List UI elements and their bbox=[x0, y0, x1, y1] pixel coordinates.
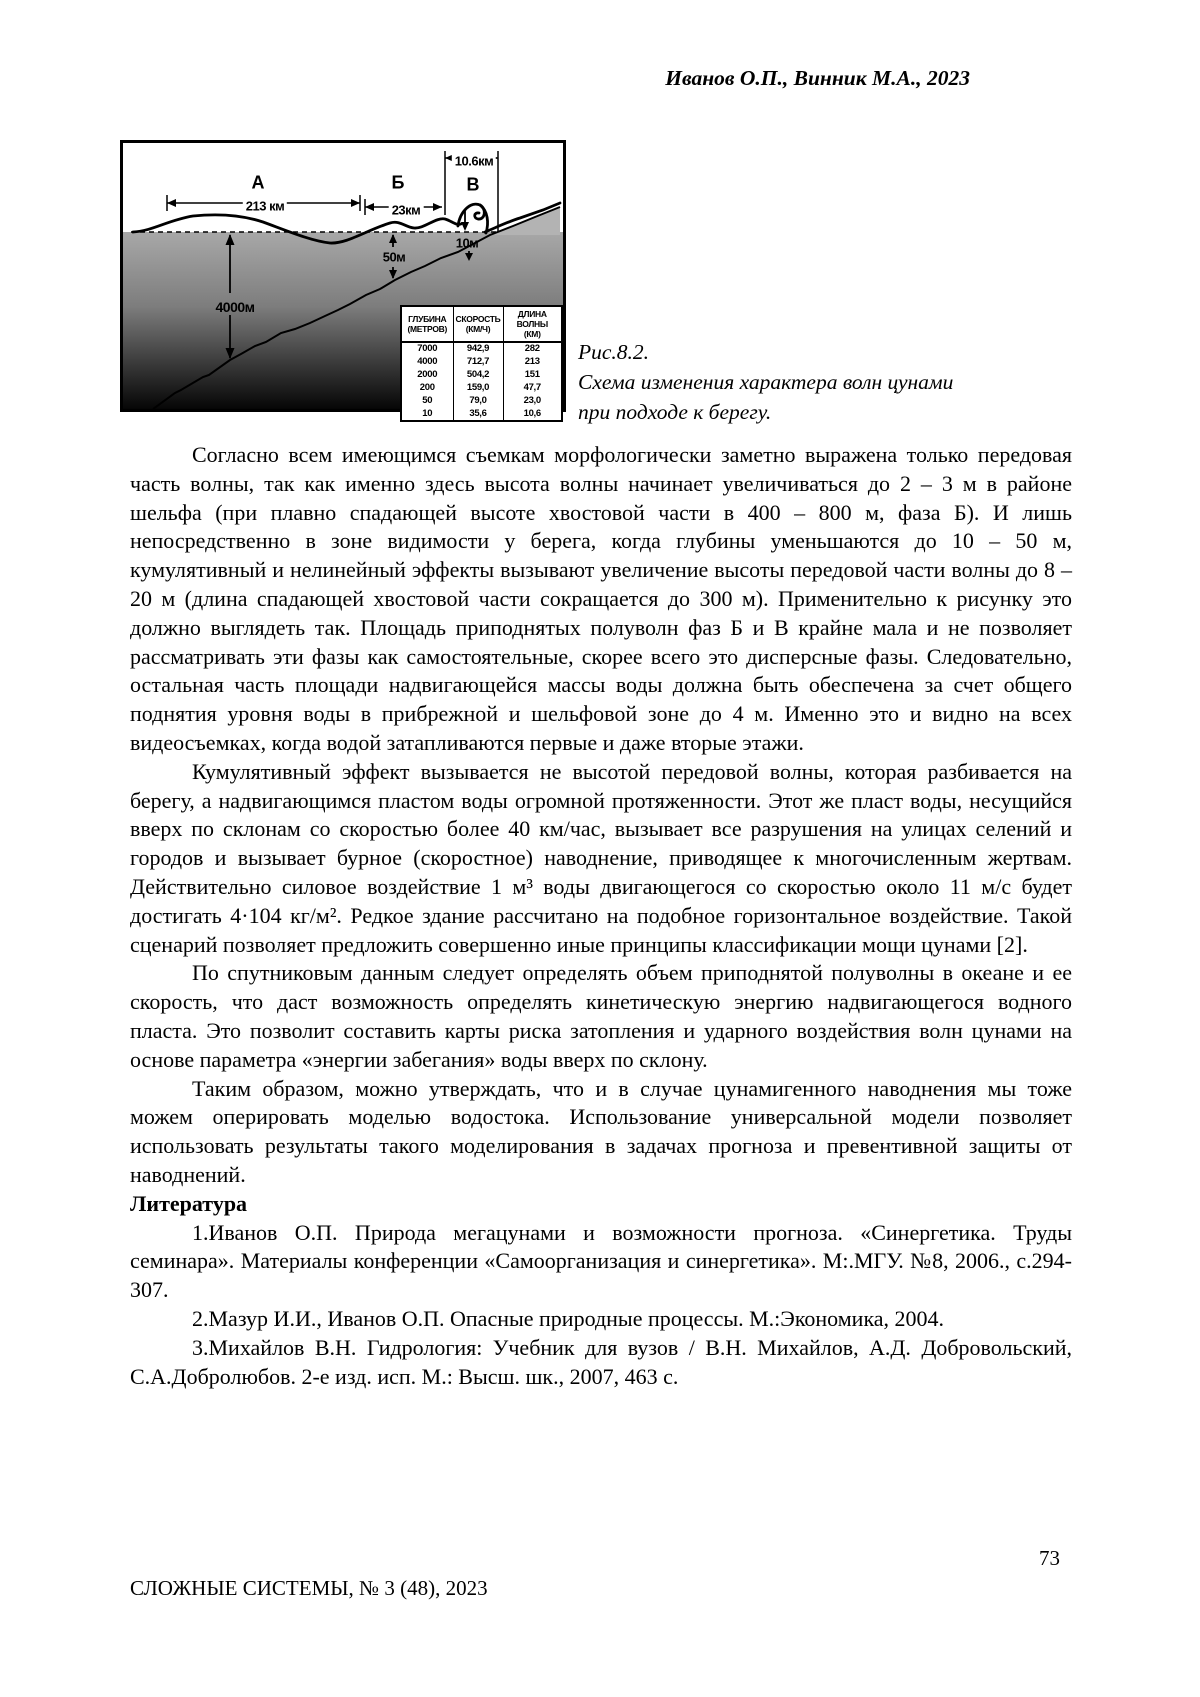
page-number: 73 bbox=[1039, 1546, 1060, 1570]
zone-c-label: В bbox=[466, 174, 480, 195]
paragraph-3: По спутниковым данным следует определять объем приподнятой полуволны в океане и ее скорость, что даст возможность определять кинетическую энергию надвигающегося водного пласта. Это позволит составить карты риска затопления и ударного воздействия волн цунами на основе параметра «энергии забегания» воды вверх по склону. bbox=[130, 960, 1072, 1072]
cell-wavelength: 47,7 bbox=[503, 382, 562, 395]
tsunami-diagram-figure bbox=[120, 140, 566, 419]
cell-wavelength: 282 bbox=[503, 342, 562, 356]
reference-item-3: 3.Михайлов В.Н. Гидрология: Учебник для вузов / В.Н. Михайлов, А.Д. Добровольский, С.А.Добролюбов. 2-е изд. исп. М.: Высш. шк., 2007, 463 с. bbox=[130, 1334, 1072, 1389]
table-row bbox=[401, 356, 562, 369]
zone-a-label: А bbox=[251, 172, 265, 193]
table-header-row bbox=[401, 306, 562, 342]
column-header-wavelength: ДЛИНА ВОЛНЫ (КМ) bbox=[503, 306, 562, 342]
depth-50m-label: 50м bbox=[382, 249, 406, 265]
cell-speed: 79,0 bbox=[453, 395, 503, 408]
depth-10m-label: 10м bbox=[455, 235, 479, 251]
table-row bbox=[401, 369, 562, 382]
references-heading: Литература bbox=[130, 1190, 248, 1216]
cell-wavelength: 213 bbox=[503, 356, 562, 369]
authors-header: Иванов О.П., Винник М.А., 2023 bbox=[665, 66, 970, 90]
paragraph-2: Кумулятивный эффект вызывается не высотой передовой волны, которая разбивается на берегу, а надвигающимся пластом воды огромной протяженности. Этот же пласт воды, несущийся вверх по склонам со скоростью более 40 км/час, вызывает все разрушения на улицах селений и городов и вызывает бурное (скоростное) наводнение, приводящее к многочисленным жертвам. Действительно силовое воздействие 1 м³ воды двигающегося со скоростью около 11 м/с будет достигать 4·104 кг/м². Редкое здание рассчитано на подобное горизонтальное воздействие. Такой сценарий позволяет предложить совершенно иные принципы классификации мощи цунами [2]. bbox=[130, 758, 1072, 957]
table-row bbox=[401, 382, 562, 395]
cell-depth: 50 bbox=[401, 395, 453, 408]
reference-item-2: 2.Мазур И.И., Иванов О.П. Опасные природные процессы. М.:Экономика, 2004. bbox=[192, 1305, 945, 1331]
table-row bbox=[401, 342, 562, 356]
cell-speed: 942,9 bbox=[453, 342, 503, 356]
paragraph-4: Таким образом, можно утверждать, что и в случае цунамигенного наводнения мы тоже можем оперировать моделью водостока. Использование универсальной модели позволяет использовать результаты такого моделирования в задачах прогноза и превентивной защиты от наводнений. bbox=[130, 1075, 1072, 1187]
cell-wavelength: 23,0 bbox=[503, 395, 562, 408]
cell-wavelength: 10,6 bbox=[503, 408, 562, 422]
column-header-depth: ГЛУБИНА (МЕТРОВ) bbox=[401, 306, 453, 342]
cell-depth: 4000 bbox=[401, 356, 453, 369]
cell-depth: 10 bbox=[401, 408, 453, 422]
cell-speed: 159,0 bbox=[453, 382, 503, 395]
cell-speed: 35,6 bbox=[453, 408, 503, 422]
figure-number: Рис.8.2. bbox=[578, 340, 650, 364]
cell-speed: 504,2 bbox=[453, 369, 503, 382]
cell-wavelength: 151 bbox=[503, 369, 562, 382]
table-row bbox=[401, 395, 562, 408]
wave-parameters-table bbox=[400, 305, 563, 422]
dimension-23km-label: 23км bbox=[389, 203, 424, 218]
column-header-speed: СКОРОСТЬ (КМ/Ч) bbox=[453, 306, 503, 342]
paragraph-1: Согласно всем имеющимся съемкам морфологически заметно выражена только передовая часть волны, так как именно здесь высота волны начинает увеличиваться до 2 – 3 м в районе шельфа (при плавно спадающей высоте хвостовой части в 400 – 800 м, фаза Б). И лишь непосредственно в зоне видимости у берега, когда глубины уменьшаются до 10 – 50 м, кумулятивный и нелинейный эффекты вызывают увеличение высоты передовой части волны до 8 – 20 м (длина спадающей хвостовой части сокращается до 300 м). Применительно к рисунку это должно выглядеть так. Площадь приподнятых полуволн фаз Б и В крайне мала и не позволяет рассматривать эти фазы как самостоятельные, скорее всего это дисперсные фазы. Следовательно, остальная часть площади надвигающейся массы воды должна быть обеспечена за счет общего поднятия уровня воды в прибрежной и шельфовой зоне до 4 м. Именно это и видно на всех видеосъемках, когда водой затапливаются первые и даже вторые этажи. bbox=[130, 442, 1072, 755]
dimension-213km-label: 213 км bbox=[243, 199, 287, 214]
reference-item-1: 1.Иванов О.П. Природа мегацунами и возможности прогноза. «Синергетика. Труды семинара». Материалы конференции «Самоорганизация и синергетика». М:.МГУ. №8, 2006., с.294-307. bbox=[130, 1219, 1072, 1303]
depth-4000m-label: 4000м bbox=[215, 299, 255, 315]
cell-speed: 712,7 bbox=[453, 356, 503, 369]
journal-footer: СЛОЖНЫЕ СИСТЕМЫ, № 3 (48), 2023 bbox=[130, 1576, 488, 1600]
cell-depth: 2000 bbox=[401, 369, 453, 382]
figure-title-line1: Схема изменения характера волн цунами bbox=[578, 370, 954, 394]
zone-b-label: Б bbox=[391, 172, 405, 193]
cell-depth: 200 bbox=[401, 382, 453, 395]
table-row bbox=[401, 408, 562, 422]
figure-title-line2: при подходе к берегу. bbox=[578, 400, 772, 424]
dimension-10-6km-label: 10.6км bbox=[452, 154, 496, 169]
figure-caption bbox=[578, 337, 1068, 427]
cell-depth: 7000 bbox=[401, 342, 453, 356]
article-body bbox=[130, 441, 1072, 1391]
